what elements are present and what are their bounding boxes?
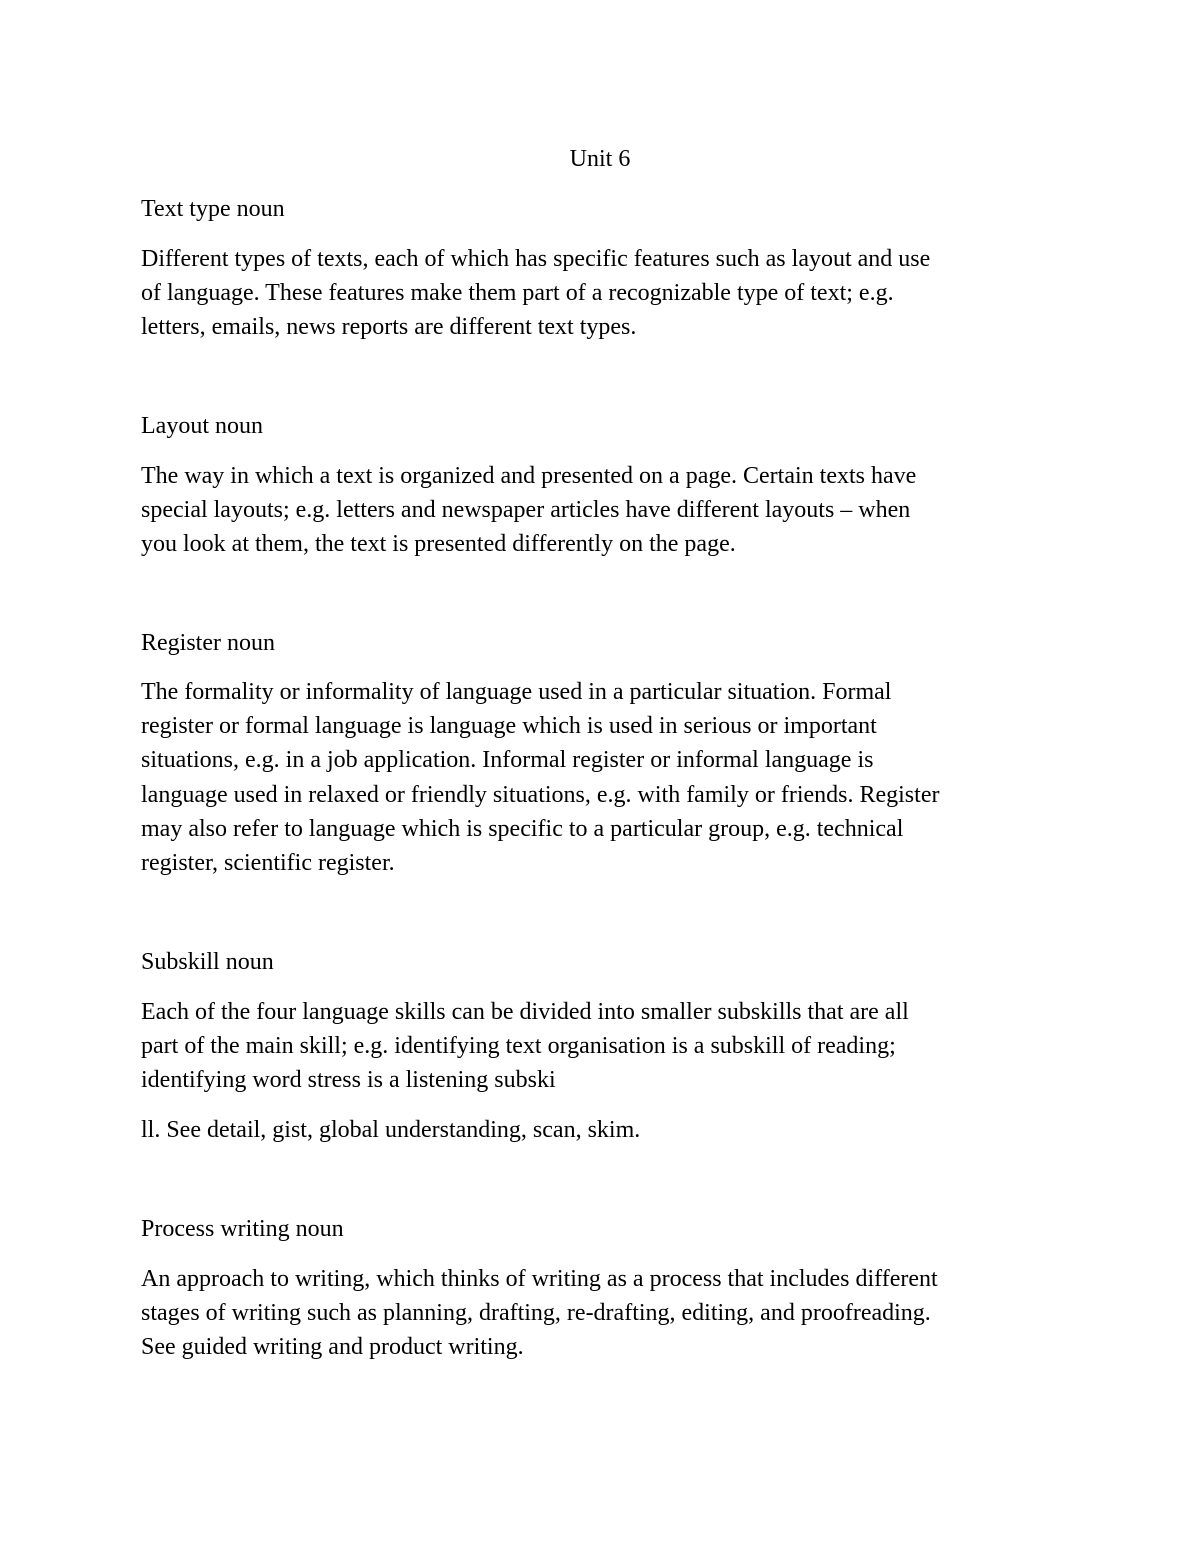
definition-line: stages of writing such as planning, drafting, re-drafting, editing, and proofreading. [141,1300,931,1326]
definition-line: letters, emails, news reports are different text types. [141,314,637,340]
term-heading-register: Register noun [141,630,275,656]
definition-line: Each of the four language skills can be divided into smaller subskills that are all [141,999,909,1025]
term-heading-layout: Layout noun [141,413,263,439]
definition-line: Different types of texts, each of which has specific features such as layout and use [141,246,931,272]
definition-line: identifying word stress is a listening subski [141,1067,556,1093]
definition-line: of language. These features make them part of a recognizable type of text; e.g. [141,280,894,306]
definition-line: An approach to writing, which thinks of writing as a process that includes different [141,1266,938,1292]
definition-line: register or formal language is language which is used in serious or important [141,713,877,739]
term-heading-text-type: Text type noun [141,196,285,222]
definition-line: situations, e.g. in a job application. Informal register or informal language is [141,747,874,773]
term-heading-subskill: Subskill noun [141,949,274,975]
definition-continuation: ll. See detail, gist, global understanding, scan, skim. [141,1117,641,1143]
page-title: Unit 6 [569,146,631,172]
definition-line: you look at them, the text is presented differently on the page. [141,531,736,557]
term-heading-process-writing: Process writing noun [141,1216,344,1242]
definition-line: See guided writing and product writing. [141,1334,524,1360]
definition-line: part of the main skill; e.g. identifying text organisation is a subskill of reading; [141,1033,896,1059]
definition-line: special layouts; e.g. letters and newspaper articles have different layouts – when [141,497,911,523]
definition-line: may also refer to language which is specific to a particular group, e.g. technical [141,816,904,842]
definition-line: language used in relaxed or friendly situations, e.g. with family or friends. Register [141,782,940,808]
definition-line: The formality or informality of language used in a particular situation. Formal [141,679,892,705]
definition-line: register, scientific register. [141,850,395,876]
definition-line: The way in which a text is organized and presented on a page. Certain texts have [141,463,917,489]
